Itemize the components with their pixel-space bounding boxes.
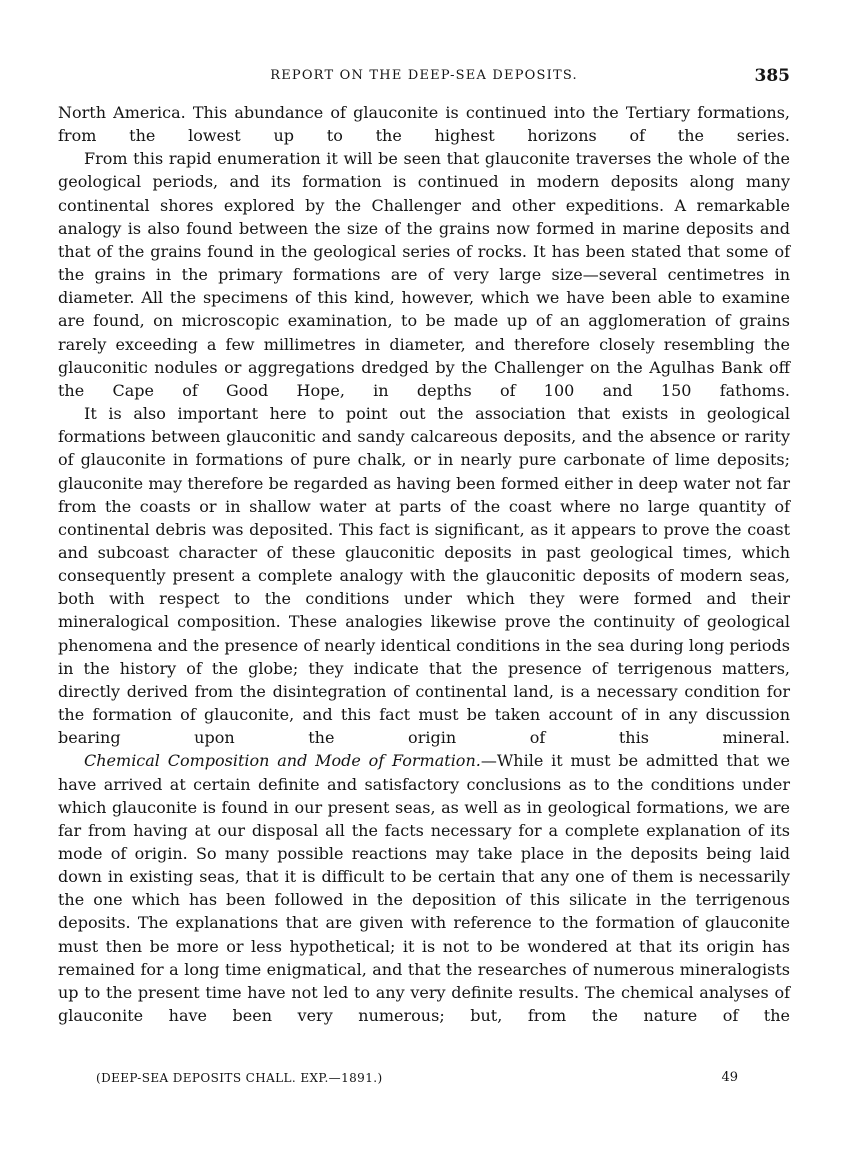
paragraph — [58, 101, 790, 147]
page-footer — [96, 1071, 768, 1091]
signature-mark: 49 — [721, 1070, 738, 1085]
paragraph — [58, 147, 790, 402]
paragraph-text: From this rapid enumeration it will be seen that glauconite traverses the whole of the geological periods, and its formation is continued in modern deposits along many continental shores explored by the Challenger and other expeditions. A remarkable analogy is also found between the size of the grains now formed in marine deposits and that of the grains found in the geological series of rocks. It has been stated that some of the grains in the primary formations are of very large size—several centimetres in diameter. All the specimens of this kind, however, which we have been able to examine are found, on microscopic examination, to be made up of an agglomeration of grains rarely exceeding a few millimetres in diameter, and therefore closely resembling the glauconitic nodules or aggregations dredged by the Challenger on the Agulhas Bank off the Cape of Good Hope, in depths of 100 and 150 fathoms. — [58, 149, 790, 400]
paragraph — [58, 749, 790, 1027]
running-title: REPORT ON THE DEEP-SEA DEPOSITS. — [270, 68, 578, 83]
footer-note: (DEEP-SEA DEPOSITS CHALL. EXP.—1891.) — [96, 1071, 383, 1085]
paragraph-text: North America. This abundance of glauconite is continued into the Tertiary formations, from the lowest up to the highest horizons of the series. — [58, 103, 790, 146]
body-text — [58, 101, 790, 1027]
paragraph-text: It is also important here to point out the association that exists in geological formations between glauconitic and sandy calcareous deposits, and the absence or rarity of glauconite in formations of pure chalk, or in nearly pure carbonate of lime deposits; glauconite may therefore be regarded as having been formed either in deep water not far from the coasts or in shallow water at parts of the coast where no large quantity of continental debris was deposited. This fact is significant, as it appears to prove the coast and subcoast character of these glauconitic deposits in past geological times, which consequently present a complete analogy with the glauconitic deposits of modern seas, both with respect to the conditions under which they were formed and their mineralogical composition. These analogies likewise prove the continuity of geological phenomena and the presence of nearly identical conditions in the sea during long periods in the history of the globe; they indicate that the presence of terrigenous matters, directly derived from the disintegration of continental land, is a necessary condition for the formation of glauconite, and this fact must be taken account of in any discussion bearing upon the origin of this mineral. — [58, 404, 790, 748]
page-number: 385 — [754, 66, 790, 86]
running-header — [58, 66, 790, 88]
section-heading: Chemical Composition and Mode of Formation. — [84, 751, 481, 771]
paragraph-text: —While it must be admitted that we have arrived at certain definite and satisfactory conclusions as to the conditions under which glauconite is found in our present seas, as well as in geological formations, we are far from having at our disposal all the facts necessary for a complete explanation of its mode of origin. So many possible reactions may take place in the deposits being laid down in existing seas, that it is difficult to be certain that any one of them is necessarily the one which has been followed in the deposition of this silicate in the terrigenous deposits. The explanations that are given with reference to the formation of glauconite must then be more or less hypothetical; it is not to be wondered at that its origin has remained for a long time enigmatical, and that the researches of numerous mineralogists up to the present time have not led to any very definite results. The chemical analyses of glauconite have been very numerous; but, from the nature of the — [58, 751, 790, 1026]
paragraph — [58, 402, 790, 749]
